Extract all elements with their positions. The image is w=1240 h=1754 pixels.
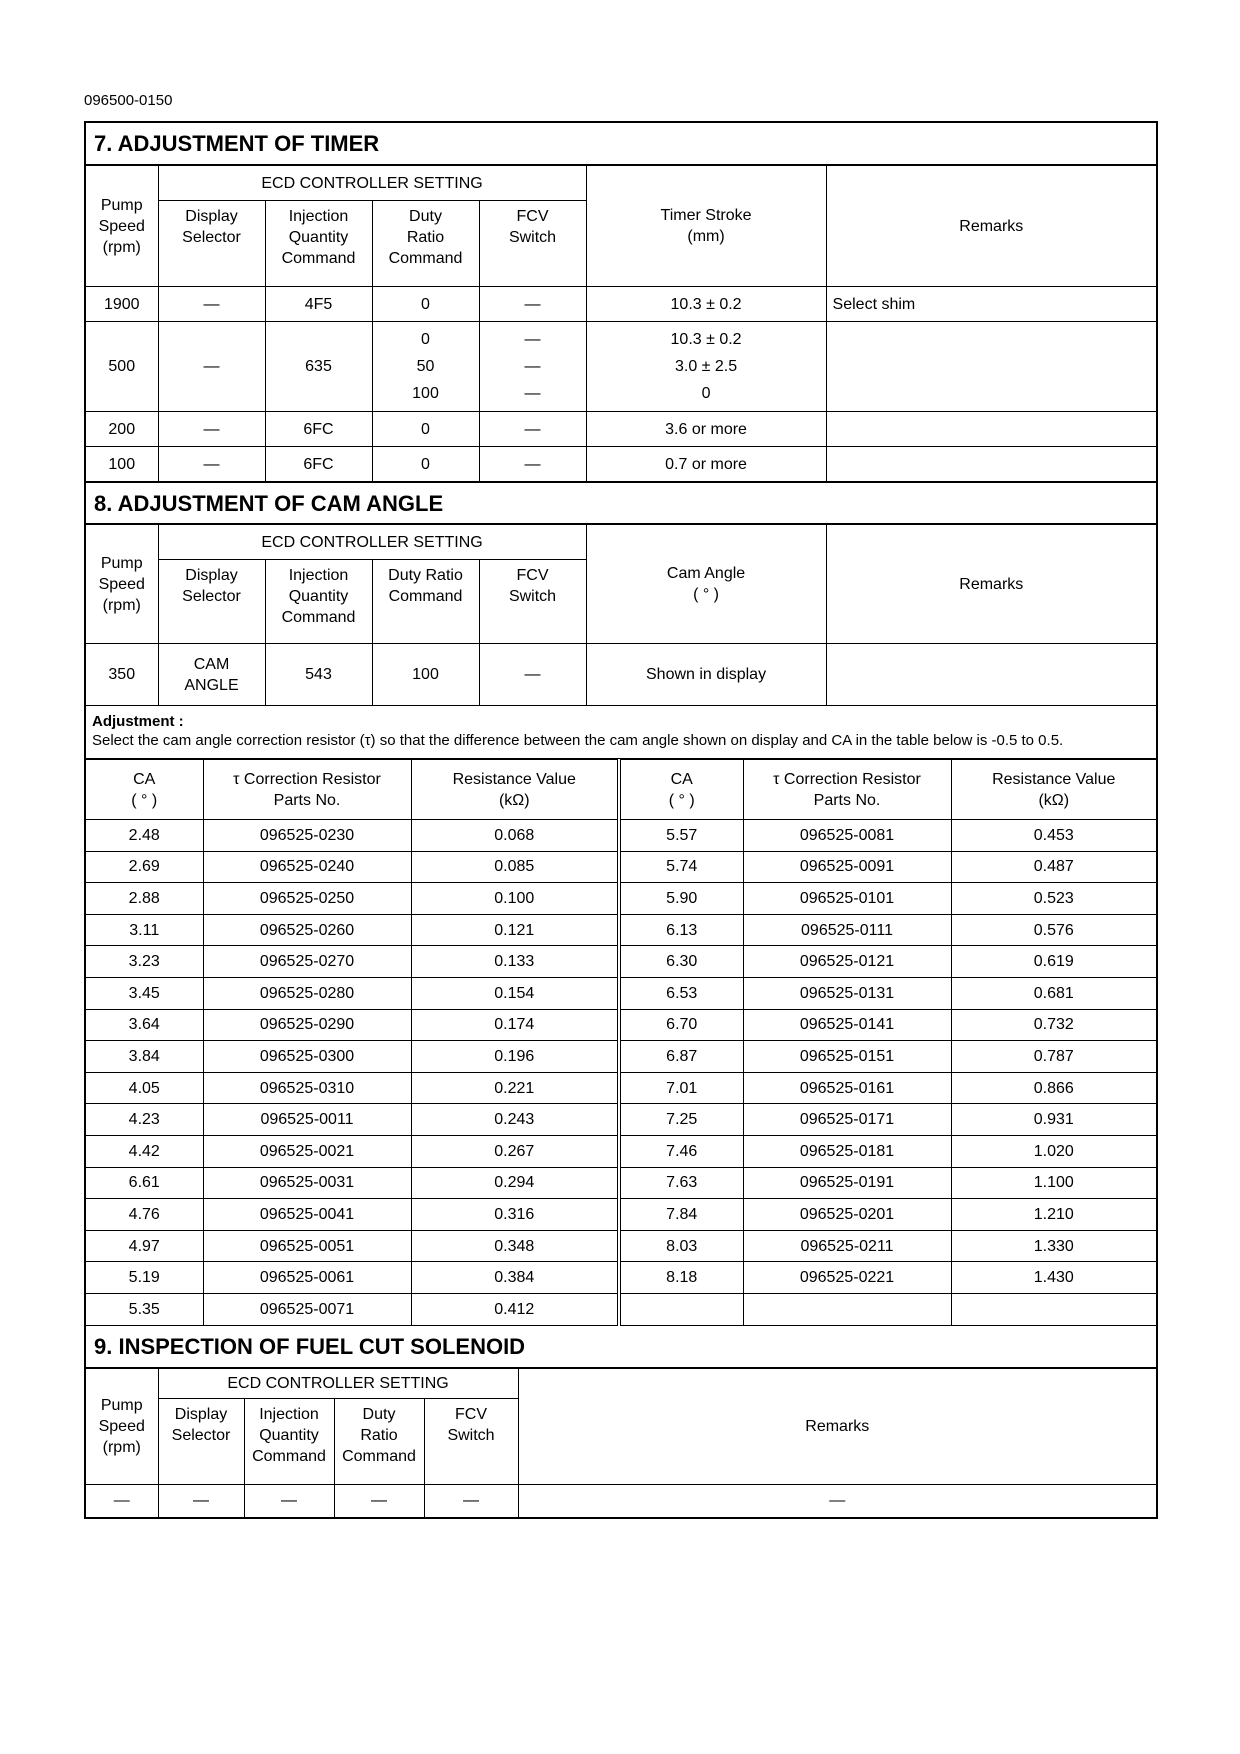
- ca-cell: 7.63: [619, 1167, 743, 1199]
- resistance-cell: 0.154: [411, 977, 619, 1009]
- ca-cell: 7.46: [619, 1135, 743, 1167]
- resistance-cell: 1.210: [951, 1199, 1156, 1231]
- section-title-fuel-cut: 9. INSPECTION OF FUEL CUT SOLENOID: [86, 1326, 1156, 1368]
- part-number-cell: 096525-0151: [743, 1041, 951, 1073]
- resistance-cell: 0.866: [951, 1072, 1156, 1104]
- duty-ratio-header: Duty Ratio Command: [334, 1398, 424, 1484]
- resistance-cell: 0.523: [951, 883, 1156, 915]
- ca-cell: 2.48: [86, 820, 203, 852]
- resistance-cell: 0.384: [411, 1262, 619, 1294]
- cam-angle-table: [86, 524, 1156, 706]
- resistance-cell: 0.068: [411, 820, 619, 852]
- resistance-cell: 0.121: [411, 914, 619, 946]
- table-row: [86, 946, 1156, 978]
- part-number-cell: 096525-0021: [203, 1135, 411, 1167]
- table-row: [86, 1262, 1156, 1294]
- resistance-cell: 0.243: [411, 1104, 619, 1136]
- ca-cell: 7.25: [619, 1104, 743, 1136]
- part-number-cell: 096525-0280: [203, 977, 411, 1009]
- part-number-cell: 096525-0211: [743, 1230, 951, 1262]
- table-row: [86, 1104, 1156, 1136]
- resistance-value-header: Resistance Value (kΩ): [951, 760, 1156, 820]
- pump-speed-header: Pump Speed (rpm): [86, 1368, 158, 1484]
- remarks-header: Remarks: [826, 525, 1156, 644]
- part-number-cell: 096525-0081: [743, 820, 951, 852]
- resistance-cell: 0.453: [951, 820, 1156, 852]
- table-row: 100 — 6FC 0 — 0.7 or more: [86, 447, 1156, 482]
- part-number-cell: 096525-0240: [203, 851, 411, 883]
- table-row: — — — — — —: [86, 1484, 1156, 1517]
- ca-cell: 7.84: [619, 1199, 743, 1231]
- resistance-cell: 0.133: [411, 946, 619, 978]
- ca-cell: 5.19: [86, 1262, 203, 1294]
- resistance-cell: 0.267: [411, 1135, 619, 1167]
- part-number-cell: 096525-0091: [743, 851, 951, 883]
- ca-cell: 8.18: [619, 1262, 743, 1294]
- ca-cell: 3.64: [86, 1009, 203, 1041]
- part-number-cell: 096525-0131: [743, 977, 951, 1009]
- ca-cell: 5.74: [619, 851, 743, 883]
- table-row: [86, 977, 1156, 1009]
- resistance-cell: 0.619: [951, 946, 1156, 978]
- injection-quantity-header: Injection Quantity Command: [265, 560, 372, 644]
- injection-quantity-header: Injection Quantity Command: [244, 1398, 334, 1484]
- part-number-cell: 096525-0121: [743, 946, 951, 978]
- resistance-cell: 0.196: [411, 1041, 619, 1073]
- part-number-cell: [743, 1293, 951, 1325]
- pump-speed-header: Pump Speed (rpm): [86, 525, 158, 644]
- resistor-parts-header: τ Correction Resistor Parts No.: [743, 760, 951, 820]
- resistance-cell: 0.487: [951, 851, 1156, 883]
- table-row: [86, 1293, 1156, 1325]
- ca-cell: 4.76: [86, 1199, 203, 1231]
- resistance-cell: 0.681: [951, 977, 1156, 1009]
- resistor-parts-header: τ Correction Resistor Parts No.: [203, 760, 411, 820]
- adjustment-title: Adjustment :: [92, 713, 184, 730]
- fcv-switch-header: FCV Switch: [424, 1398, 518, 1484]
- resistance-cell: 0.576: [951, 914, 1156, 946]
- table-row: [86, 1167, 1156, 1199]
- table-row: [86, 851, 1156, 883]
- part-number-cell: 096525-0171: [743, 1104, 951, 1136]
- resistance-cell: 0.316: [411, 1199, 619, 1231]
- part-number-cell: 096525-0270: [203, 946, 411, 978]
- ca-cell: 5.57: [619, 820, 743, 852]
- timer-table: [86, 165, 1156, 482]
- ca-cell: 3.45: [86, 977, 203, 1009]
- ca-cell: 4.23: [86, 1104, 203, 1136]
- table-row: [86, 1009, 1156, 1041]
- ca-cell: 4.05: [86, 1072, 203, 1104]
- section-title-cam-angle: 8. ADJUSTMENT OF CAM ANGLE: [86, 482, 1156, 524]
- duty-ratio-header: Duty Ratio Command: [372, 560, 479, 644]
- fcv-switch-header: FCV Switch: [479, 201, 586, 287]
- document-frame: [84, 121, 1158, 1519]
- ca-cell: 2.88: [86, 883, 203, 915]
- table-row: [86, 1230, 1156, 1262]
- pump-speed-header: Pump Speed (rpm): [86, 166, 158, 287]
- ca-cell: 5.35: [86, 1293, 203, 1325]
- document-number: 096500-0150: [84, 92, 173, 109]
- cam-angle-header: Cam Angle ( ° ): [586, 525, 826, 644]
- timer-stroke-header: Timer Stroke (mm): [586, 166, 826, 287]
- fuel-cut-table: [86, 1368, 1156, 1518]
- table-row: 1900 — 4F5 0 — 10.3 ± 0.2 Select shim: [86, 287, 1156, 322]
- part-number-cell: 096525-0310: [203, 1072, 411, 1104]
- ca-cell: 4.42: [86, 1135, 203, 1167]
- resistance-cell: [951, 1293, 1156, 1325]
- part-number-cell: 096525-0161: [743, 1072, 951, 1104]
- ca-cell: 6.13: [619, 914, 743, 946]
- adjustment-text: Select the cam angle correction resistor (τ) so that the difference between the cam angle shown on display and CA in the table below is -0.5 to 0.5.: [92, 732, 1064, 749]
- injection-quantity-header: Injection Quantity Command: [265, 201, 372, 287]
- part-number-cell: 096525-0221: [743, 1262, 951, 1294]
- resistance-cell: 1.100: [951, 1167, 1156, 1199]
- resistance-cell: 1.330: [951, 1230, 1156, 1262]
- ca-cell: 8.03: [619, 1230, 743, 1262]
- part-number-cell: 096525-0061: [203, 1262, 411, 1294]
- table-row: [86, 1135, 1156, 1167]
- part-number-cell: 096525-0141: [743, 1009, 951, 1041]
- ca-cell: 7.01: [619, 1072, 743, 1104]
- part-number-cell: 096525-0191: [743, 1167, 951, 1199]
- part-number-cell: 096525-0051: [203, 1230, 411, 1262]
- part-number-cell: 096525-0230: [203, 820, 411, 852]
- table-row: 500 — 635 0 50 100 — — — 10.3 ± 0.2 3.0 ± 2.5 0: [86, 322, 1156, 412]
- ca-cell: 3.11: [86, 914, 203, 946]
- resistance-cell: 0.174: [411, 1009, 619, 1041]
- resistance-cell: 0.085: [411, 851, 619, 883]
- ecd-setting-header: ECD CONTROLLER SETTING: [158, 166, 586, 201]
- part-number-cell: 096525-0101: [743, 883, 951, 915]
- part-number-cell: 096525-0041: [203, 1199, 411, 1231]
- part-number-cell: 096525-0260: [203, 914, 411, 946]
- ca-cell: 4.97: [86, 1230, 203, 1262]
- section-title-timer: 7. ADJUSTMENT OF TIMER: [86, 123, 1156, 165]
- part-number-cell: 096525-0201: [743, 1199, 951, 1231]
- table-row: 350 CAM ANGLE 543 100 — Shown in display: [86, 644, 1156, 706]
- ca-cell: 3.23: [86, 946, 203, 978]
- resistance-cell: 0.348: [411, 1230, 619, 1262]
- remarks-header: Remarks: [518, 1368, 1156, 1484]
- part-number-cell: 096525-0300: [203, 1041, 411, 1073]
- table-row: [86, 883, 1156, 915]
- ca-header: CA ( ° ): [619, 760, 743, 820]
- table-row: [86, 1072, 1156, 1104]
- ca-cell: 6.53: [619, 977, 743, 1009]
- ca-cell: 2.69: [86, 851, 203, 883]
- resistance-cell: 0.787: [951, 1041, 1156, 1073]
- table-row: [86, 820, 1156, 852]
- ca-cell: 6.61: [86, 1167, 203, 1199]
- table-row: 200 — 6FC 0 — 3.6 or more: [86, 412, 1156, 447]
- part-number-cell: 096525-0250: [203, 883, 411, 915]
- part-number-cell: 096525-0290: [203, 1009, 411, 1041]
- resistance-cell: 1.020: [951, 1135, 1156, 1167]
- ca-cell: 6.70: [619, 1009, 743, 1041]
- table-row: [86, 914, 1156, 946]
- resistance-cell: 0.221: [411, 1072, 619, 1104]
- ca-cell: 6.87: [619, 1041, 743, 1073]
- part-number-cell: 096525-0181: [743, 1135, 951, 1167]
- adjustment-note: [86, 706, 1156, 759]
- remarks-header: Remarks: [826, 166, 1156, 287]
- resistance-value-header: Resistance Value (kΩ): [411, 760, 619, 820]
- ecd-setting-header: ECD CONTROLLER SETTING: [158, 525, 586, 560]
- resistance-cell: 0.100: [411, 883, 619, 915]
- resistance-cell: 0.412: [411, 1293, 619, 1325]
- ca-cell: [619, 1293, 743, 1325]
- part-number-cell: 096525-0111: [743, 914, 951, 946]
- part-number-cell: 096525-0071: [203, 1293, 411, 1325]
- resistance-cell: 0.931: [951, 1104, 1156, 1136]
- ca-header: CA ( ° ): [86, 760, 203, 820]
- fcv-switch-header: FCV Switch: [479, 560, 586, 644]
- display-selector-header: Display Selector: [158, 1398, 244, 1484]
- ca-cell: 5.90: [619, 883, 743, 915]
- display-selector-header: Display Selector: [158, 201, 265, 287]
- resistance-cell: 0.732: [951, 1009, 1156, 1041]
- ecd-setting-header: ECD CONTROLLER SETTING: [158, 1368, 518, 1398]
- ca-cell: 6.30: [619, 946, 743, 978]
- ca-cell: 3.84: [86, 1041, 203, 1073]
- resistance-cell: 1.430: [951, 1262, 1156, 1294]
- resistor-table: [86, 759, 1156, 1326]
- table-row: [86, 1199, 1156, 1231]
- resistance-cell: 0.294: [411, 1167, 619, 1199]
- duty-ratio-header: Duty Ratio Command: [372, 201, 479, 287]
- table-row: [86, 1041, 1156, 1073]
- resistor-rows: [86, 820, 1156, 1326]
- part-number-cell: 096525-0031: [203, 1167, 411, 1199]
- part-number-cell: 096525-0011: [203, 1104, 411, 1136]
- display-selector-header: Display Selector: [158, 560, 265, 644]
